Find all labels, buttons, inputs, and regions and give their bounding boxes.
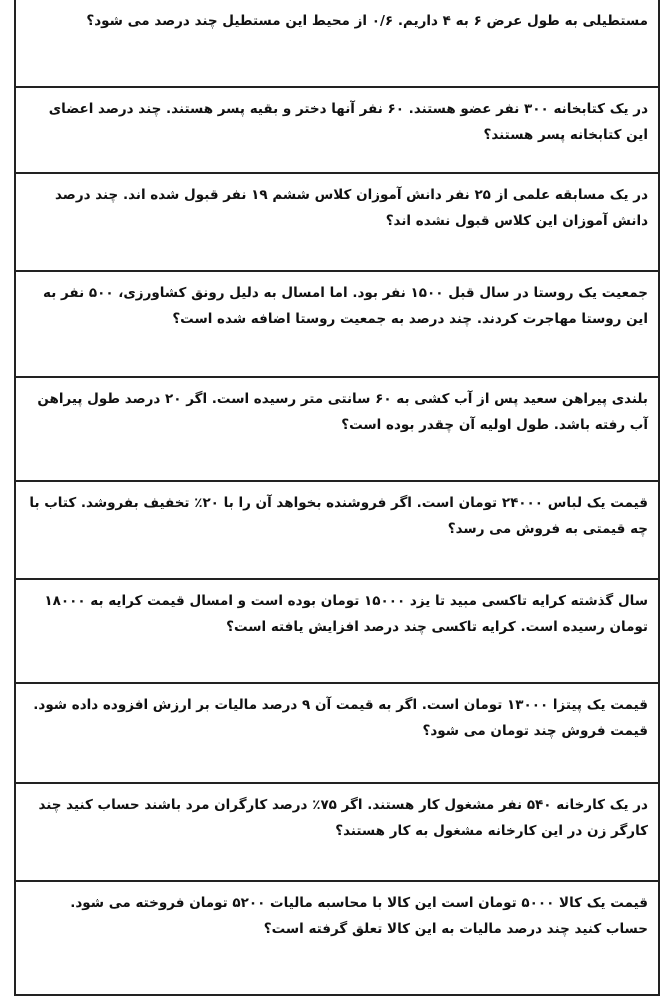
- question-row-5: بلندی پیراهن سعید پس از آب کشی به ۶۰ سانتی متر رسیده است. اگر ۲۰ درصد طول پیراهن آب رفته باشد. طول اولیه آن چقدر بوده است؟: [16, 378, 658, 482]
- question-row-7: سال گذشته کرایه تاکسی مبید تا یزد ۱۵۰۰۰ تومان بوده است و امسال قیمت کرایه به ۱۸۰۰۰ تومان رسیده است. کرایه تاکسی چند درصد افزایش یافته است؟: [16, 580, 658, 684]
- question-row-9: در یک کارخانه ۵۴۰ نفر مشغول کار هستند. اگر ۷۵٪ درصد کارگران مرد باشند حساب کنید چند کارگر زن در این کارخانه مشغول به کار هستند؟: [16, 784, 658, 882]
- question-row-3: در یک مسابقه علمی از ۲۵ نفر دانش آموزان کلاس ششم ۱۹ نفر قبول شده اند. چند درصد دانش آموزان این کلاس قبول نشده اند؟: [16, 174, 658, 272]
- worksheet-table: [14, 0, 660, 996]
- question-row-8: قیمت یک پیتزا ۱۳۰۰۰ تومان است. اگر به قیمت آن ۹ درصد مالیات بر ارزش افزوده داده شود. قیمت فروش چند تومان می شود؟: [16, 684, 658, 784]
- question-row-4: جمعیت یک روستا در سال قبل ۱۵۰۰ نفر بود. اما امسال به دلیل رونق کشاورزی، ۵۰۰ نفر به این روستا مهاجرت کردند. چند درصد به جمعیت روستا اضافه شده است؟: [16, 272, 658, 378]
- question-row-2: در یک کتابخانه ۳۰۰ نفر عضو هستند. ۶۰ نفر آنها دختر و بقیه پسر هستند. چند درصد اعضای این کتابخانه پسر هستند؟: [16, 88, 658, 174]
- question-row-6: قیمت یک لباس ۲۴۰۰۰ تومان است. اگر فروشنده بخواهد آن را با ۲۰٪ تخفیف بفروشد. کتاب با چه قیمتی به فروش می رسد؟: [16, 482, 658, 580]
- question-row-1: مستطیلی به طول عرض ۶ به ۴ داریم. ۰/۶ از محیط این مستطیل چند درصد می شود؟: [16, 0, 658, 88]
- question-row-10: قیمت یک کالا ۵۰۰۰ تومان است این کالا با محاسبه مالیات ۵۲۰۰ تومان فروخته می شود. حساب کنید چند درصد مالیات به این کالا تعلق گرفته است؟: [70, 895, 648, 937]
